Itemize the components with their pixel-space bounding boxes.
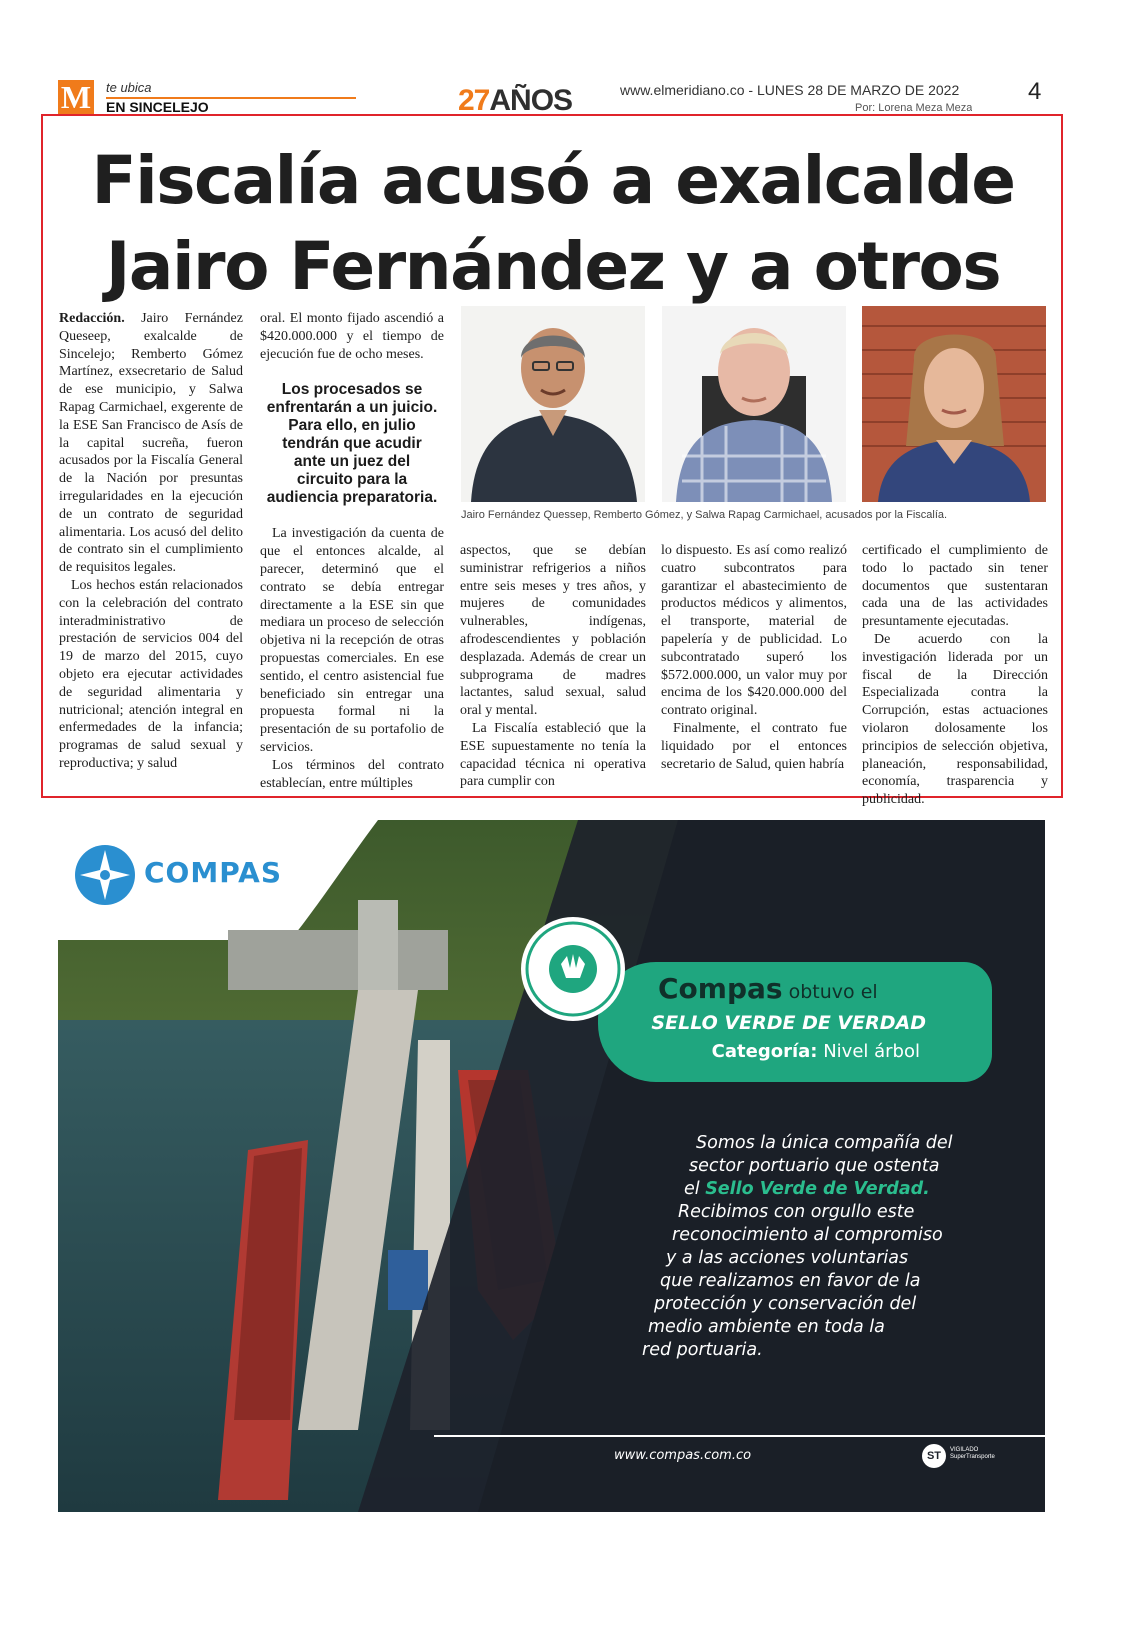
section-tag: EN SINCELEJO xyxy=(106,99,209,113)
anniversary-logo xyxy=(458,84,572,114)
article-column-3 xyxy=(460,542,646,791)
lead-text: Jairo Fernández Queseep, exalcalde de Sincelejo; Remberto Gómez Martínez, exsecretario de Salud de ese municipio, y Salwa Rapag Carmichael, exgerente de la ESE San Francisco de Asís de la capital sucreña, fueron acusados por la Fiscalía General de la Nación por presuntas irregularidades en la ejecución de un contrato de seguridad alimentaria. Los acusó del delito de contrato sin el cumplimiento de requisitos legales. xyxy=(59,311,243,576)
award-title xyxy=(658,972,878,1005)
ad-footer-rule xyxy=(434,1435,1045,1437)
ad-body-line-highlight xyxy=(684,1178,930,1201)
paragraph: oral. El monto fijado ascendió a $420.000.000 y el tiempo de ejecución fue de ocho meses. xyxy=(260,311,444,362)
ad-body-line: Somos la única compañía del xyxy=(696,1133,953,1153)
ad-body-line: reconocimiento al compromiso xyxy=(672,1225,943,1245)
paragraph: De acuerdo con la investigación liderada por un fiscal de la Dirección Especializada contra la Corrupción, estas actuaciones violaron dolosamente los principios de selección objetiva, planeación, responsabilidad, economía, trasparencia y publicidad. xyxy=(862,631,1048,808)
headline-line-1: Fiscalía acusó a exalcalde xyxy=(91,142,1015,219)
paragraph: Los términos del contrato establecían, entre múltiples xyxy=(260,757,444,791)
portrait-man-2-icon xyxy=(662,306,846,502)
dateline: www.elmeridiano.co - LUNES 28 DE MARZO DE 2022 xyxy=(620,82,960,98)
headline-line-2: Jairo Fernández y a otros xyxy=(105,228,1001,305)
award-category-label: Categoría: xyxy=(711,1041,818,1062)
supertransporte-label xyxy=(950,1447,995,1461)
paragraph: La investigación da cuenta de que el entonces alcalde, al parecer, determinó que el contrato se debía entregar directamente a la ESE sin que mediara un proceso de selección objetiva ni la recepción de otras propuestas comerciales. En ese sentido, el centro asistencial fue beneficiado sin entregar una propuesta formal ni la presentación de su portafolio de servicios. xyxy=(260,526,444,755)
photo-caption: Jairo Fernández Quessep, Remberto Gómez, y Salwa Rapag Carmichael, acusados por la Fiscalía. xyxy=(461,509,948,521)
pull-quote: Los procesados se enfrentarán a un juicio. Para ello, en julio tendrán que acudir ante un juez del circuito para la audiencia preparatoria. xyxy=(266,381,438,507)
article-frame xyxy=(41,114,1063,808)
ad-highlight: Sello Verde de Verdad. xyxy=(705,1179,930,1199)
page-number: 4 xyxy=(1028,78,1042,105)
st-line-1: VIGILADO xyxy=(950,1447,979,1453)
ad-body-line: que realizamos en favor de la xyxy=(660,1271,921,1291)
ad-body-line: red portuaria. xyxy=(642,1340,763,1360)
ad-body-line: protección y conservación del xyxy=(654,1294,917,1314)
article-column-1 xyxy=(59,310,243,773)
ad-body-line: sector portuario que ostenta xyxy=(689,1156,940,1176)
ad-body-line: y a las acciones voluntarias xyxy=(666,1248,909,1268)
supertransporte-logo-icon: ST xyxy=(922,1444,946,1468)
paragraph: La Fiscalía estableció que la ESE supuestamente no tenía la capacidad técnica ni operativa para cumplir con xyxy=(460,720,646,790)
compas-website-link[interactable]: www.compas.com.co xyxy=(614,1448,752,1463)
ad-body-line: medio ambiente en toda la xyxy=(648,1317,885,1337)
lead-label: Redacción. xyxy=(59,311,125,326)
award-title-rest: obtuvo el xyxy=(782,981,878,1003)
paragraph: aspectos, que se debían suministrar refrigerios a niños entre seis meses y tres años, y mujeres de comunidades vulnerables, indígenas, afrodescendientes y población desplazada. Además de crear un subprograma de madres lactantes, salud sexual, salud oral y mental. xyxy=(460,543,646,719)
award-name: SELLO VERDE DE VERDAD xyxy=(651,1012,926,1034)
article-column-2 xyxy=(260,310,444,792)
ad-body-line: Recibimos con orgullo este xyxy=(678,1202,915,1222)
paragraph: Finalmente, el contrato fue liquidado por el entonces secretario de Salud, quien habría xyxy=(661,720,847,772)
el-meridiano-logo[interactable]: M xyxy=(58,80,94,114)
paragraph: Los hechos están relacionados con la celebración del contrato interadministrativo de prestación de servicios 004 del 19 de marzo del 2015, cuyo objeto era ejecutar actividades de seguridad alimentaria y nutricional; atención integral en enfermedades de la infancia; programas de salud sexual y reproductiva; y salud xyxy=(59,577,243,771)
anniversary-number: 27 xyxy=(458,84,490,114)
anniversary-word: AÑOS xyxy=(489,84,573,114)
photo-salwa-rapag xyxy=(862,306,1046,502)
photo-remberto-gomez xyxy=(662,306,846,502)
compas-advertisement[interactable] xyxy=(58,820,1045,1512)
photo-jairo-fernandez xyxy=(461,306,645,502)
award-brand: Compas xyxy=(658,972,783,1005)
paragraph: lo dispuesto. Es así como realizó cuatro subcontratos para garantizar el abastecimiento de productos médicos y alimentos, el transporte, material de papelería y de publicidad. Lo subcontratado superó los $572.000.000, un valor muy por encima de los $420.000.000 del contrato original. xyxy=(661,543,847,719)
compas-logo-icon[interactable] xyxy=(74,844,136,906)
headline xyxy=(73,138,1033,310)
lead-paragraph xyxy=(59,310,243,577)
award-category xyxy=(658,1041,920,1062)
portrait-woman-icon xyxy=(862,306,1046,502)
sello-verde-seal-icon xyxy=(520,916,626,1022)
byline: Por: Lorena Meza Meza xyxy=(855,102,973,113)
section-tag-top: te ubica xyxy=(106,80,152,95)
article-column-4 xyxy=(661,542,847,773)
compas-brand-name[interactable]: COMPAS xyxy=(144,856,283,889)
award-category-value: Nivel árbol xyxy=(817,1041,920,1062)
paragraph: certificado el cumplimiento de todo lo pactado sin tener documentos que sustentaran cada una de las actividades presuntamente ejecutadas. xyxy=(862,543,1048,630)
ad-body-line-prefix: el xyxy=(684,1179,706,1199)
article-column-5 xyxy=(862,542,1048,809)
portrait-man-1-icon xyxy=(461,306,645,502)
page-header xyxy=(58,78,1088,114)
st-line-2: SuperTransporte xyxy=(950,1454,995,1460)
